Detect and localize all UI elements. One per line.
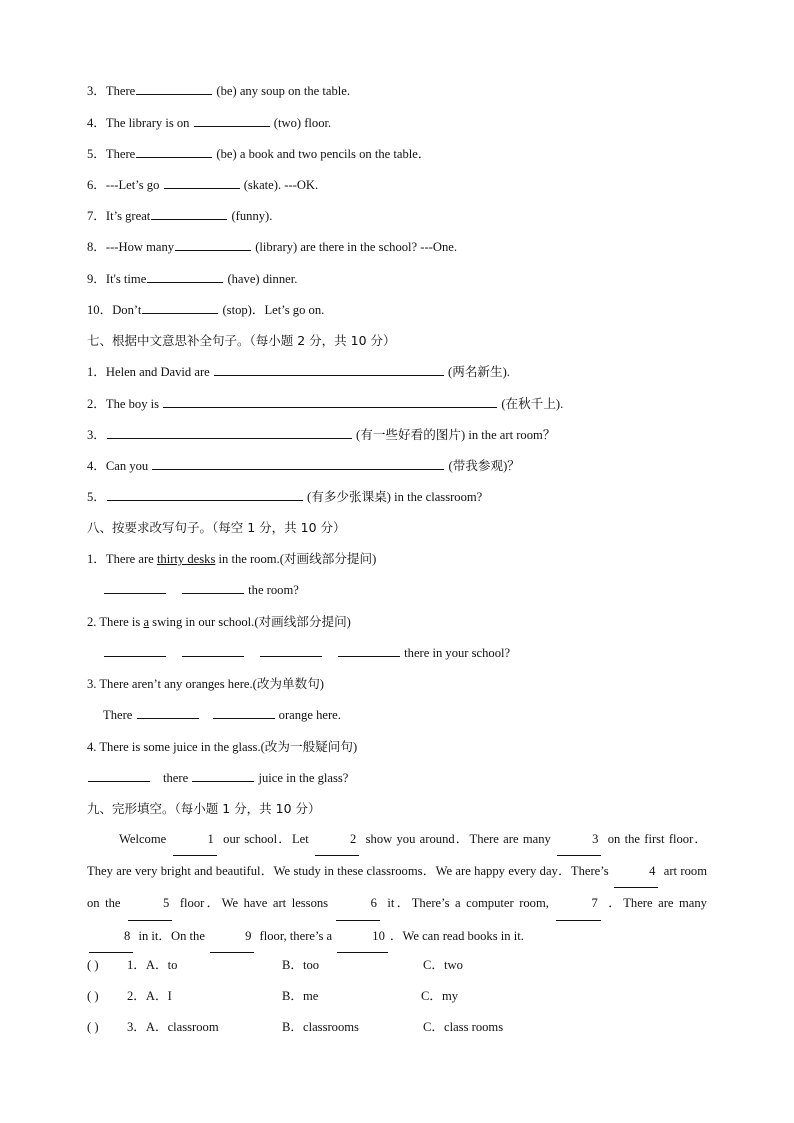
answer-blank[interactable] bbox=[182, 581, 244, 594]
item-text: 2. There is bbox=[87, 615, 144, 629]
answer-blank[interactable] bbox=[104, 581, 166, 594]
answer-blank[interactable] bbox=[152, 457, 444, 470]
item-text: (two) floor. bbox=[270, 116, 332, 130]
cloze-blank-8[interactable]: 8 bbox=[89, 921, 133, 953]
fill-item-10 bbox=[87, 301, 708, 319]
item-text: (have) dinner. bbox=[224, 272, 298, 286]
fill-item-9 bbox=[87, 270, 708, 288]
passage-text: floor．We have art lessons bbox=[179, 896, 329, 911]
section-7-heading: 七、根据中文意思补全句子。（每小题 2 分，共 10 分） bbox=[87, 333, 396, 348]
item-text: 10．Don’t bbox=[87, 303, 142, 317]
item-text: there in your school? bbox=[401, 646, 511, 660]
answer-blank[interactable] bbox=[192, 769, 254, 782]
item-text: (funny). bbox=[228, 209, 273, 223]
rewrite-q1 bbox=[87, 550, 708, 568]
item-text: (两名新生). bbox=[444, 365, 510, 379]
answer-blank[interactable] bbox=[136, 82, 212, 95]
translate-item-3 bbox=[87, 426, 708, 444]
fill-item-4 bbox=[87, 114, 708, 132]
option-c[interactable]: C．two bbox=[423, 958, 463, 972]
answer-blank[interactable] bbox=[175, 238, 251, 251]
passage-text: our school．Let bbox=[223, 832, 309, 846]
passage-text: ．There are many bbox=[608, 896, 707, 911]
item-text: 8．---How many bbox=[87, 240, 175, 254]
passage-text: in it．On the bbox=[138, 928, 205, 943]
item-text: 9．It's time bbox=[87, 272, 147, 286]
option-b[interactable]: B．too bbox=[282, 958, 320, 972]
answer-blank[interactable] bbox=[107, 488, 303, 501]
item-text: (be) a book and two pencils on the table． bbox=[213, 147, 431, 161]
answer-blank[interactable] bbox=[163, 395, 497, 408]
rewrite-q1-answer bbox=[103, 581, 708, 599]
answer-blank[interactable] bbox=[107, 426, 352, 439]
option-a[interactable]: 1．A．to bbox=[127, 958, 178, 972]
item-text: there bbox=[163, 771, 192, 785]
answer-blank[interactable] bbox=[137, 706, 199, 719]
item-text: 1．Helen and David are bbox=[87, 365, 213, 379]
cloze-blank-3[interactable]: 3 bbox=[557, 824, 601, 856]
option-b[interactable]: B．classrooms bbox=[282, 1020, 359, 1034]
item-text: 6．---Let’s go bbox=[87, 178, 163, 192]
option-c[interactable]: C．class rooms bbox=[423, 1020, 504, 1034]
passage-text: on the first floor．They are very bright and beautiful．We study in these classrooms．We are happy every day．There’s bbox=[87, 832, 708, 879]
underlined-phrase: thirty desks bbox=[156, 552, 216, 566]
fill-item-6 bbox=[87, 176, 708, 194]
answer-blank[interactable] bbox=[136, 145, 212, 158]
underlined-phrase: a bbox=[143, 615, 150, 629]
item-text: 1．There are bbox=[87, 552, 157, 566]
option-a[interactable]: 3．A．classroom bbox=[127, 1020, 219, 1034]
item-text: (有多少张课桌) in the classroom? bbox=[303, 490, 483, 504]
translate-item-4 bbox=[87, 457, 708, 475]
answer-blank[interactable] bbox=[194, 114, 270, 127]
passage-text: ．We can read books in it. bbox=[389, 928, 524, 943]
item-text: 5． bbox=[87, 490, 106, 504]
answer-blank[interactable] bbox=[147, 270, 223, 283]
item-text: (stop)．Let’s go on. bbox=[219, 303, 325, 317]
section-8-heading: 八、按要求改写句子。（每空 1 分，共 10 分） bbox=[87, 520, 346, 535]
item-text: swing in our school.(对画线部分提问) bbox=[149, 615, 351, 629]
item-text: 7．It’s great bbox=[87, 209, 151, 223]
passage-text: show you around．There are many bbox=[365, 832, 551, 846]
item-text: (skate). ---OK. bbox=[240, 178, 319, 192]
item-text: 2．The boy is bbox=[87, 397, 163, 411]
rewrite-q3-answer bbox=[103, 706, 708, 724]
cloze-blank-1[interactable]: 1 bbox=[173, 824, 217, 856]
answer-blank[interactable] bbox=[142, 301, 218, 314]
item-text: the room? bbox=[245, 583, 299, 597]
fill-item-7 bbox=[87, 207, 708, 225]
translate-item-2 bbox=[87, 395, 708, 413]
item-text: juice in the glass? bbox=[255, 771, 349, 785]
translate-item-5 bbox=[87, 488, 708, 506]
fill-item-8 bbox=[87, 238, 708, 256]
cloze-blank-5[interactable]: 5 bbox=[128, 888, 172, 920]
answer-blank[interactable] bbox=[260, 644, 322, 657]
cloze-blank-6[interactable]: 6 bbox=[336, 888, 380, 920]
answer-blank[interactable] bbox=[182, 644, 244, 657]
passage-text: floor, there’s a bbox=[259, 928, 333, 943]
item-text: in the room.(对画线部分提问) bbox=[215, 552, 377, 566]
cloze-blank-7[interactable]: 7 bbox=[556, 888, 600, 920]
passage-text: Welcome bbox=[119, 832, 167, 846]
cloze-blank-10[interactable]: 10 bbox=[337, 921, 388, 953]
answer-blank[interactable] bbox=[104, 644, 166, 657]
answer-paren[interactable]: ( ) bbox=[87, 958, 99, 972]
cloze-blank-2[interactable]: 2 bbox=[315, 824, 359, 856]
cloze-blank-4[interactable]: 4 bbox=[614, 856, 658, 888]
passage-text: it．There’s a computer room, bbox=[387, 896, 549, 911]
item-text: 3．There bbox=[87, 84, 136, 98]
item-text: (be) any soup on the table. bbox=[213, 84, 351, 98]
item-text: orange here. bbox=[275, 708, 341, 722]
item-text: 3． bbox=[87, 428, 106, 442]
item-text: (library) are there in the school? ---One. bbox=[252, 240, 457, 254]
item-text: There bbox=[103, 708, 136, 722]
item-text: 5．There bbox=[87, 147, 136, 161]
cloze-passage bbox=[87, 824, 707, 953]
answer-blank[interactable] bbox=[164, 176, 240, 189]
passage-text: art room on the bbox=[87, 864, 708, 911]
rewrite-q4: 4. There is some juice in the glass.(改为一般疑问句) bbox=[87, 740, 358, 754]
answer-blank[interactable] bbox=[338, 644, 400, 657]
answer-blank[interactable] bbox=[88, 769, 150, 782]
section-9-heading: 九、完形填空。（每小题 1 分，共 10 分） bbox=[87, 801, 321, 816]
answer-blank[interactable] bbox=[213, 706, 275, 719]
answer-paren[interactable]: ( ) bbox=[87, 1020, 99, 1034]
fill-item-5 bbox=[87, 145, 708, 163]
answer-blank[interactable] bbox=[214, 363, 444, 376]
item-text: (有一些好看的图片) in the art room？ bbox=[352, 428, 556, 442]
item-text: (带我参观)？ bbox=[445, 459, 520, 473]
rewrite-q2 bbox=[87, 613, 708, 631]
answer-blank[interactable] bbox=[151, 207, 227, 220]
item-text: 4．The library is on bbox=[87, 116, 193, 130]
rewrite-q3: 3. There aren’t any oranges here.(改为单数句) bbox=[87, 677, 324, 691]
item-text: 4．Can you bbox=[87, 459, 152, 473]
rewrite-q2-answer bbox=[103, 644, 708, 662]
translate-item-1 bbox=[87, 363, 708, 381]
option-a[interactable]: 2．A．I bbox=[127, 989, 172, 1003]
rewrite-q4-answer bbox=[87, 769, 708, 787]
option-b[interactable]: B．me bbox=[282, 989, 319, 1003]
fill-item-3 bbox=[87, 82, 708, 100]
answer-paren[interactable]: ( ) bbox=[87, 989, 99, 1003]
item-text: (在秋千上). bbox=[498, 397, 564, 411]
option-c[interactable]: C．my bbox=[421, 989, 459, 1003]
cloze-blank-9[interactable]: 9 bbox=[210, 921, 254, 953]
